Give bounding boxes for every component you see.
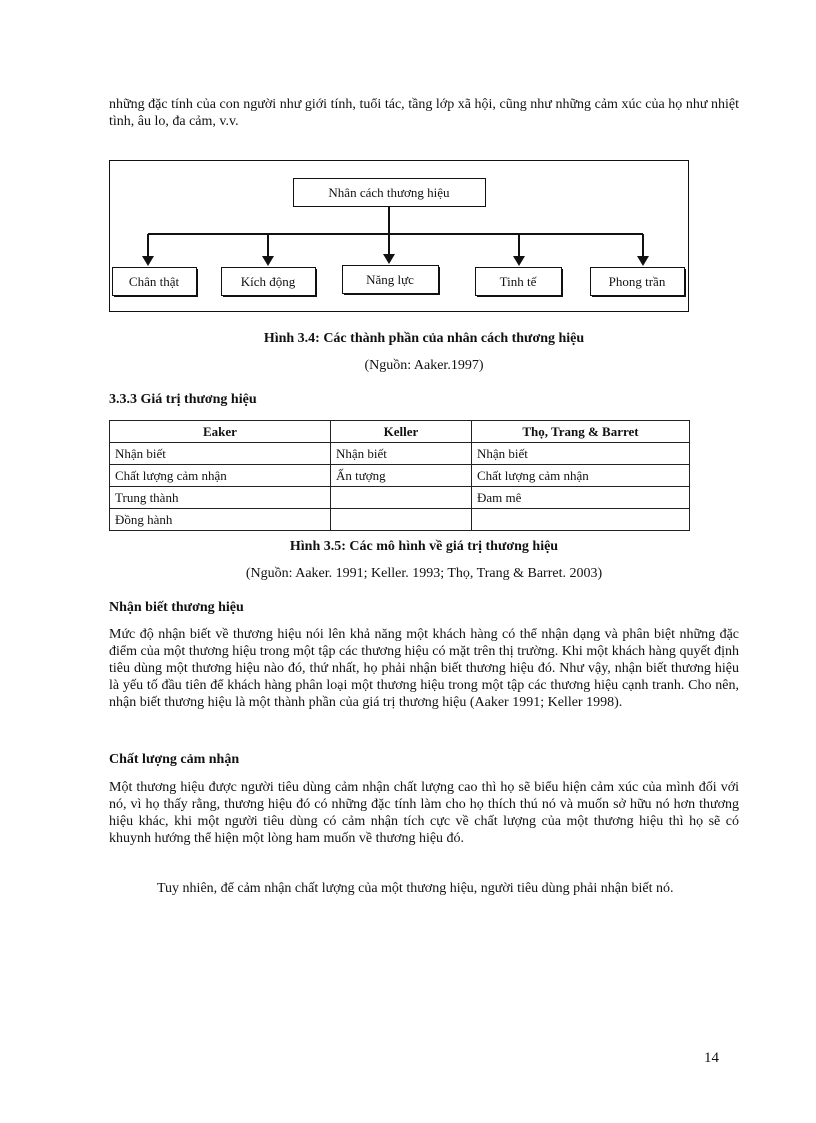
brand-equity-table xyxy=(109,420,690,531)
table-row xyxy=(110,509,690,531)
table-header-cell: Eaker xyxy=(110,421,331,443)
table-cell: Ấn tượng xyxy=(331,465,472,487)
svg-text:Tinh tế: Tinh tế xyxy=(499,274,537,289)
section-3-3-3-heading: 3.3.3 Giá trị thương hiệu xyxy=(109,392,257,407)
brand-awareness-heading: Nhận biết thương hiệu xyxy=(109,600,244,615)
diagram-child-node-4 xyxy=(476,268,563,298)
table-row xyxy=(110,443,690,465)
table-cell: Trung thành xyxy=(110,487,331,509)
perceived-quality-paragraph: Một thương hiệu được người tiêu dùng cảm nhận chất lượng cao thì họ sẽ biểu hiện cảm xúc của mình đối với nó, vì họ thấy rằng, thương hiệu đó có những đặc tính làm cho họ thích thú nó và muốn sở hữu nó hơn thương hiệu khác, khi một người tiêu dùng có cảm nhận tích cực về chất lượng của một thương hiệu thì họ sẽ có khuynh hướng thể hiện một lòng ham muốn về thương hiệu đó. xyxy=(109,780,739,846)
diagram-arrowheads xyxy=(142,254,649,266)
table-header-row xyxy=(110,421,690,443)
figure-3-4-source: (Nguồn: Aaker.1997) xyxy=(364,358,484,373)
table-header-cell: Keller xyxy=(331,421,472,443)
table-cell: Chất lượng cảm nhận xyxy=(472,465,690,487)
figure-3-5-caption: Hình 3.5: Các mô hình về giá trị thương hiệu xyxy=(289,539,559,554)
table-cell: Nhận biết xyxy=(331,443,472,465)
diagram-child-node-2 xyxy=(222,268,317,298)
diagram-child-node-5 xyxy=(591,268,686,298)
table-cell: Đồng hành xyxy=(110,509,331,531)
svg-text:Chân thật: Chân thật xyxy=(128,274,180,289)
perceived-quality-paragraph-2: Tuy nhiên, để cảm nhận chất lượng của một thương hiệu, người tiêu dùng phải nhận biết nó. xyxy=(157,881,674,896)
diagram-connectors xyxy=(148,207,643,258)
svg-text:Nhân cách thương hiệu: Nhân cách thương hiệu xyxy=(328,185,450,200)
table-cell xyxy=(472,509,690,531)
brand-awareness-paragraph: Mức độ nhận biết về thương hiệu nói lên khả năng một khách hàng có thể nhận dạng và phân biệt những đặc điểm của một thương hiệu trong một tập các thương hiệu có mặt trên thị trường. Khi một khách hàng quyết định tiêu dùng một thương hiệu nào đó, thứ nhất, họ phải nhận biết thương hiệu đó. Như vậy, nhận biết thương hiệu là yếu tố đầu tiên để khách hàng phân loại một thương hiệu trong một tập các thương hiệu cạnh tranh. Cho nên, nhận biết thương hiệu là một thành phần của giá trị thương hiệu (Aaker 1991; Keller 1998). xyxy=(109,627,739,710)
table-cell xyxy=(331,509,472,531)
intro-paragraph: những đặc tính của con người như giới tính, tuổi tác, tầng lớp xã hội, cũng như những cảm xúc của họ như nhiệt tình, âu lo, đa cảm, v.v. xyxy=(109,97,739,129)
page-number: 14 xyxy=(704,1050,719,1066)
table-row xyxy=(110,487,690,509)
table-cell: Nhận biết xyxy=(472,443,690,465)
figure-3-4-caption: Hình 3.4: Các thành phần của nhân cách thương hiệu xyxy=(263,331,585,346)
table-cell: Nhận biết xyxy=(110,443,331,465)
perceived-quality-heading: Chất lượng cảm nhận xyxy=(109,752,240,767)
brand-personality-diagram xyxy=(109,160,689,312)
diagram-root-node xyxy=(294,179,486,207)
svg-text:Phong trần: Phong trần xyxy=(608,274,666,289)
diagram-child-node-1 xyxy=(113,268,198,298)
table-row xyxy=(110,465,690,487)
svg-text:Kích động: Kích động xyxy=(240,274,296,289)
table-cell: Chất lượng cảm nhận xyxy=(110,465,331,487)
figure-3-5-source: (Nguồn: Aaker. 1991; Keller. 1993; Thọ, Trang & Barret. 2003) xyxy=(245,566,603,581)
table-header-cell: Thọ, Trang & Barret xyxy=(472,421,690,443)
svg-text:Năng lực: Năng lực xyxy=(366,272,414,287)
diagram-child-node-3 xyxy=(343,266,440,296)
table-cell: Đam mê xyxy=(472,487,690,509)
table-cell xyxy=(331,487,472,509)
